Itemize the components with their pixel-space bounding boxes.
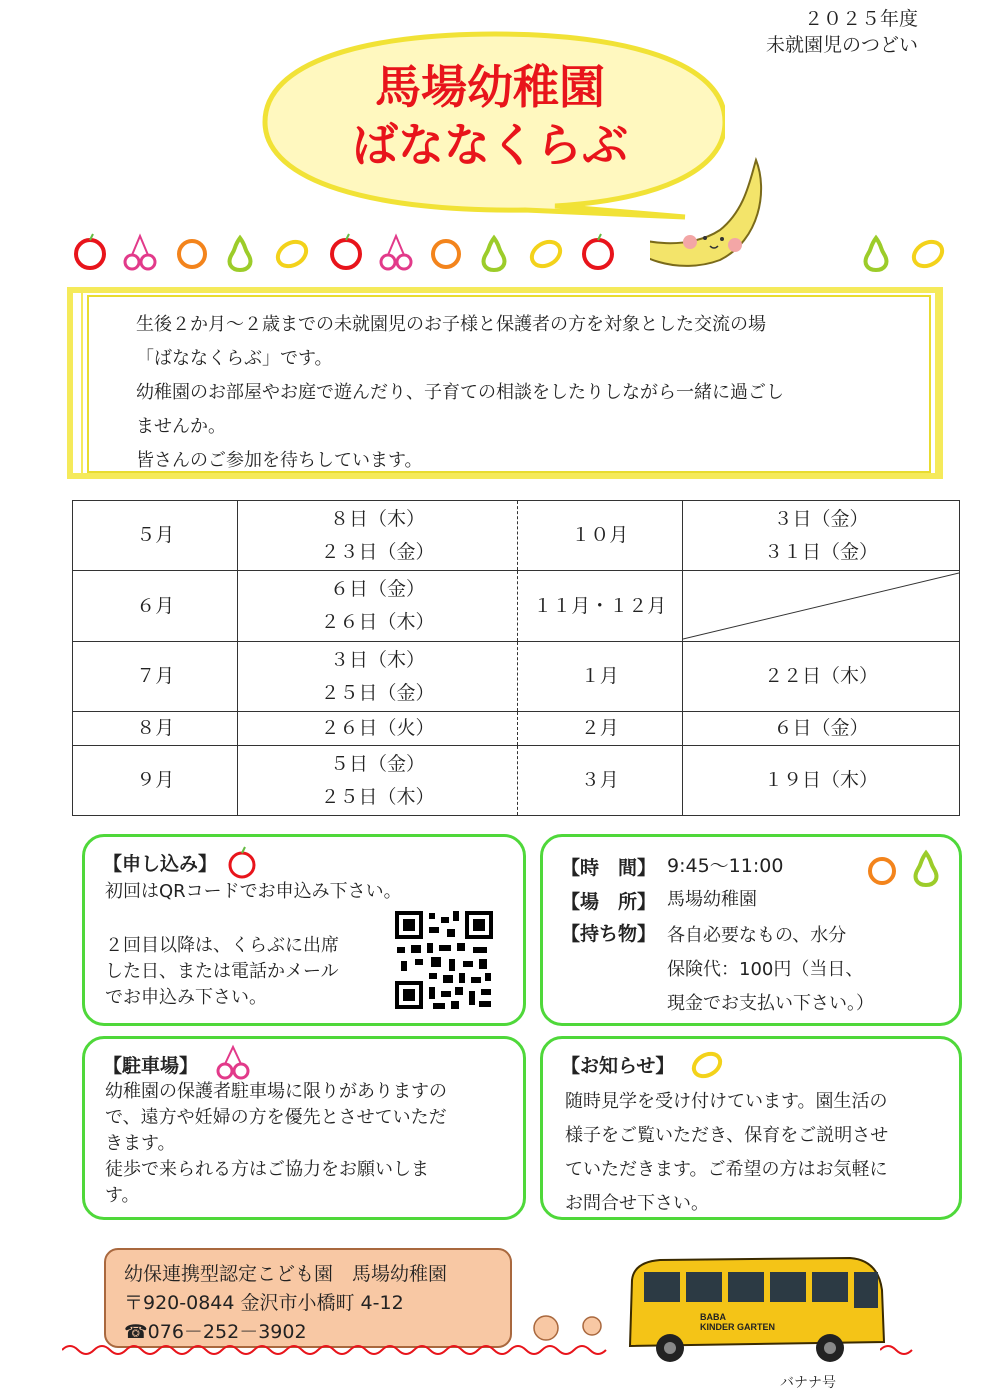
apply-line-1: 初回はQRコードでお申込み下さい。: [105, 881, 402, 902]
apply-heading: 【申し込み】: [103, 853, 218, 875]
month-cell: ９月: [73, 746, 238, 816]
items-line-2: 保険代：100円（当日、: [667, 959, 864, 980]
lemon-icon: [528, 232, 564, 272]
date-text: ８日（木）: [329, 507, 425, 530]
date-text: ５日（金）: [329, 752, 425, 775]
intro-line: ませんか。: [136, 416, 226, 437]
cherry-icon: [378, 232, 414, 272]
parking-line: きます。: [105, 1133, 176, 1154]
parking-line: で、遠方や妊婦の方を優先とさせていただ: [105, 1107, 447, 1128]
intro-line: 幼稚園のお部屋やお庭で遊んだり、子育ての相談をしたりしながら一緒に過ごし: [136, 382, 784, 403]
table-row: [73, 712, 960, 746]
parking-text: [105, 1079, 447, 1209]
schedule-table: [72, 500, 960, 816]
dates-cell: [682, 501, 959, 571]
time-value: 9:45～11:00: [667, 855, 784, 877]
school-phone[interactable]: ☎076－252－3902: [124, 1321, 307, 1343]
intro-line: 皆さんのご参加を待ちしています。: [136, 450, 423, 471]
year-label: ２０２５年度: [803, 8, 918, 30]
month-cell: １月: [517, 642, 682, 712]
apple-icon: [225, 845, 259, 879]
pear-icon: [222, 232, 258, 272]
lemon-icon: [689, 1045, 725, 1081]
cherry-icon: [122, 232, 158, 272]
date-text: ２５日（木）: [320, 785, 435, 808]
dates-cell: ２２日（木）: [682, 642, 959, 712]
date-text: ３１日（金）: [763, 540, 878, 563]
diagonal-line: [683, 571, 959, 641]
orange-icon: [174, 232, 210, 272]
parking-box: [82, 1036, 526, 1220]
cherry-icon: [215, 1043, 251, 1081]
items-line-1: 各自必要なもの、水分: [667, 925, 847, 946]
table-row: [73, 642, 960, 712]
fruit-row: [70, 232, 950, 282]
month-cell: ３月: [517, 746, 682, 816]
title-line-1: 馬場幼稚園: [375, 60, 605, 114]
month-cell: １０月: [517, 501, 682, 571]
parking-heading: 【駐車場】: [103, 1055, 199, 1077]
items-line-3: 現金でお支払い下さい。）: [667, 993, 874, 1014]
date-text: ２３日（金）: [320, 540, 435, 563]
empty-diagonal-cell: [682, 571, 959, 642]
month-cell: ８月: [73, 712, 238, 746]
wave-divider: [62, 1340, 622, 1360]
notice-line: 随時見学を受け付けています。園生活の: [565, 1091, 888, 1112]
month-cell: ６月: [73, 571, 238, 642]
title-line-2: ばななくらぶ: [352, 118, 628, 172]
date-text: ３日（金）: [773, 507, 869, 530]
notice-line: 様子をご覧いただき、保育をご説明させ: [565, 1125, 889, 1146]
apple-icon: [580, 232, 616, 272]
table-row: [73, 501, 960, 571]
month-cell: ５月: [73, 501, 238, 571]
orange-icon: [865, 851, 899, 887]
lemon-icon: [910, 232, 946, 272]
date-text: ６日（金）: [329, 578, 425, 600]
info-box: [540, 834, 962, 1026]
bus-icon: [620, 1250, 890, 1368]
place-label: 【場 所】: [561, 891, 657, 913]
parking-line: す。: [105, 1185, 140, 1206]
dates-cell: [238, 501, 517, 571]
notice-box: [540, 1036, 962, 1220]
parking-line: 徒歩で来られる方はご協力をお願いしま: [105, 1159, 429, 1180]
dates-cell: [238, 746, 517, 816]
items-label: 【持ち物】: [561, 923, 657, 945]
notice-line: お問合せ下さい。: [565, 1193, 709, 1214]
table-row: [73, 571, 960, 642]
intro-line: 「ばななくらぶ」です。: [136, 348, 333, 369]
table-row: [73, 746, 960, 816]
bus-sign-1: BABA: [700, 1312, 726, 1322]
page-title: [330, 58, 650, 174]
dates-cell: ２６日（火）: [238, 712, 517, 746]
pear-icon: [858, 232, 894, 272]
lemon-icon: [274, 232, 310, 272]
place-value: 馬場幼稚園: [667, 889, 757, 910]
notice-line: ていただきます。ご希望の方はお気軽に: [565, 1159, 888, 1180]
subtitle-label: 未就園児のつどい: [765, 34, 918, 56]
dates-cell: [238, 571, 517, 642]
pear-icon: [909, 849, 943, 887]
apply-box: [82, 834, 526, 1026]
apply-line-4: でお申込み下さい。: [105, 987, 267, 1008]
date-text: ２５日（金）: [320, 681, 435, 704]
date-text: ３日（木）: [329, 648, 425, 671]
intro-text: [136, 308, 896, 478]
month-cell: １１月・１２月: [517, 571, 682, 642]
notice-text: [565, 1085, 888, 1221]
apply-line-2: ２回目以降は、くらぶに出席: [105, 935, 339, 956]
dates-cell: [238, 642, 517, 712]
contact-footer: [104, 1248, 512, 1348]
parking-line: 幼稚園の保護者駐車場に限りがありますの: [105, 1081, 447, 1102]
school-address: 〒920-0844 金沢市小橋町 4-12: [124, 1292, 404, 1314]
orange-icon: [428, 232, 464, 272]
time-label: 【時 間】: [561, 857, 657, 879]
intro-frame: [66, 286, 950, 482]
dates-cell: ６日（金）: [682, 712, 959, 746]
bus-caption: バナナ号: [780, 1375, 836, 1391]
header-meta: [766, 6, 918, 58]
apple-icon: [328, 232, 364, 272]
intro-line: 生後２か月～２歳までの未就園児のお子様と保護者の方を対象とした交流の場: [136, 314, 766, 335]
items-value: [667, 919, 874, 1021]
pear-icon: [476, 232, 512, 272]
apple-icon: [72, 232, 108, 272]
bus-sign-2: KINDER GARTEN: [700, 1322, 776, 1332]
apply-line-3: した日、または電話かメール: [105, 961, 339, 982]
date-text: ２６日（木）: [320, 611, 435, 633]
school-name: 幼保連携型認定こども園 馬場幼稚園: [124, 1263, 448, 1285]
month-cell: ７月: [73, 642, 238, 712]
notice-heading: 【お知らせ】: [561, 1055, 675, 1077]
qr-code-icon[interactable]: [393, 909, 495, 1011]
dates-cell: １９日（木）: [682, 746, 959, 816]
month-cell: ２月: [517, 712, 682, 746]
